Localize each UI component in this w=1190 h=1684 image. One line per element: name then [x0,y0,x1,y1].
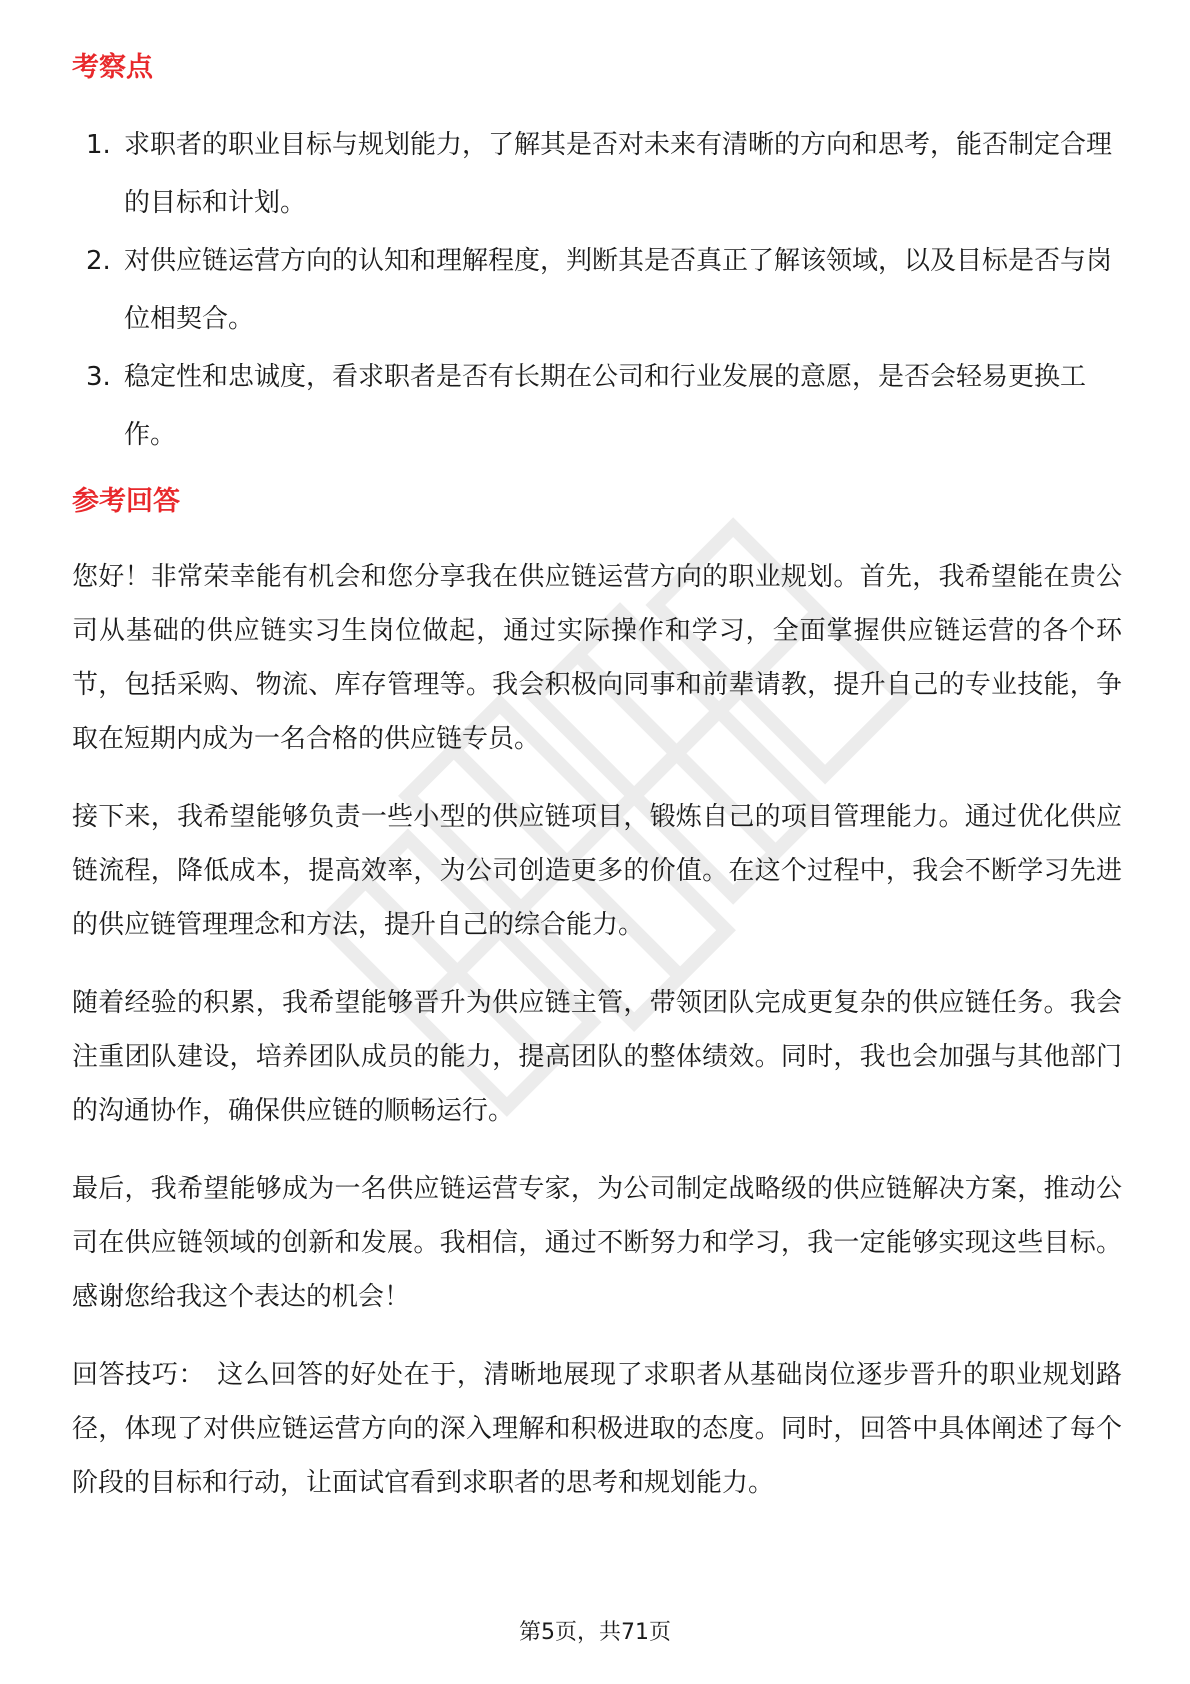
section-heading-exam-points: 考察点 [72,52,153,83]
list-item-text: 求职者的职业目标与规划能力，了解其是否对未来有清晰的方向和思考，能否制定合理的目标和计划。 [124,130,1113,218]
answer-tip-paragraph [72,1348,1122,1510]
list-item-number: 1. [86,130,111,160]
section-heading-reference-answer: 参考回答 [72,486,180,517]
list-item-number: 2. [86,246,111,276]
answer-tip-text: 这么回答的好处在于，清晰地展现了求职者从基础岗位逐步晋升的职业规划路径，体现了对供应链运营方向的深入理解和积极进取的态度。同时，回答中具体阐述了每个阶段的目标和行动，让面试官看到求职者的思考和规划能力。 [72,1360,1122,1498]
list-item [72,232,1122,348]
exam-points-list [72,116,1122,464]
list-item-text: 对供应链运营方向的认知和理解程度，判断其是否真正了解该领域，以及目标是否与岗位相契合。 [124,246,1113,334]
answer-tip-label: 回答技巧： [72,1360,206,1390]
document-body [72,48,1122,1534]
answer-paragraph: 最后，我希望能够成为一名供应链运营专家，为公司制定战略级的供应链解决方案，推动公司在供应链领域的创新和发展。我相信，通过不断努力和学习，我一定能够实现这些目标。感谢您给我这个表达的机会！ [72,1174,1122,1312]
page-number: 第5页，共71页 [519,1620,671,1645]
answer-paragraph: 接下来，我希望能够负责一些小型的供应链项目，锻炼自己的项目管理能力。通过优化供应链流程，降低成本，提高效率，为公司创造更多的价值。在这个过程中，我会不断学习先进的供应链管理理念和方法，提升自己的综合能力。 [72,802,1122,940]
list-item-text: 稳定性和忠诚度，看求职者是否有长期在公司和行业发展的意愿，是否会轻易更换工作。 [124,362,1087,450]
answer-paragraph: 随着经验的积累，我希望能够晋升为供应链主管，带领团队完成更复杂的供应链任务。我会注重团队建设，培养团队成员的能力，提高团队的整体绩效。同时，我也会加强与其他部门的沟通协作，确保供应链的顺畅运行。 [72,988,1122,1126]
answer-paragraph: 您好！非常荣幸能有机会和您分享我在供应链运营方向的职业规划。首先，我希望能在贵公司从基础的供应链实习生岗位做起，通过实际操作和学习，全面掌握供应链运营的各个环节，包括采购、物流、库存管理等。我会积极向同事和前辈请教，提升自己的专业技能，争取在短期内成为一名合格的供应链专员。 [72,562,1122,754]
list-item [72,116,1122,232]
list-item [72,348,1122,464]
list-item-number: 3. [86,362,111,392]
